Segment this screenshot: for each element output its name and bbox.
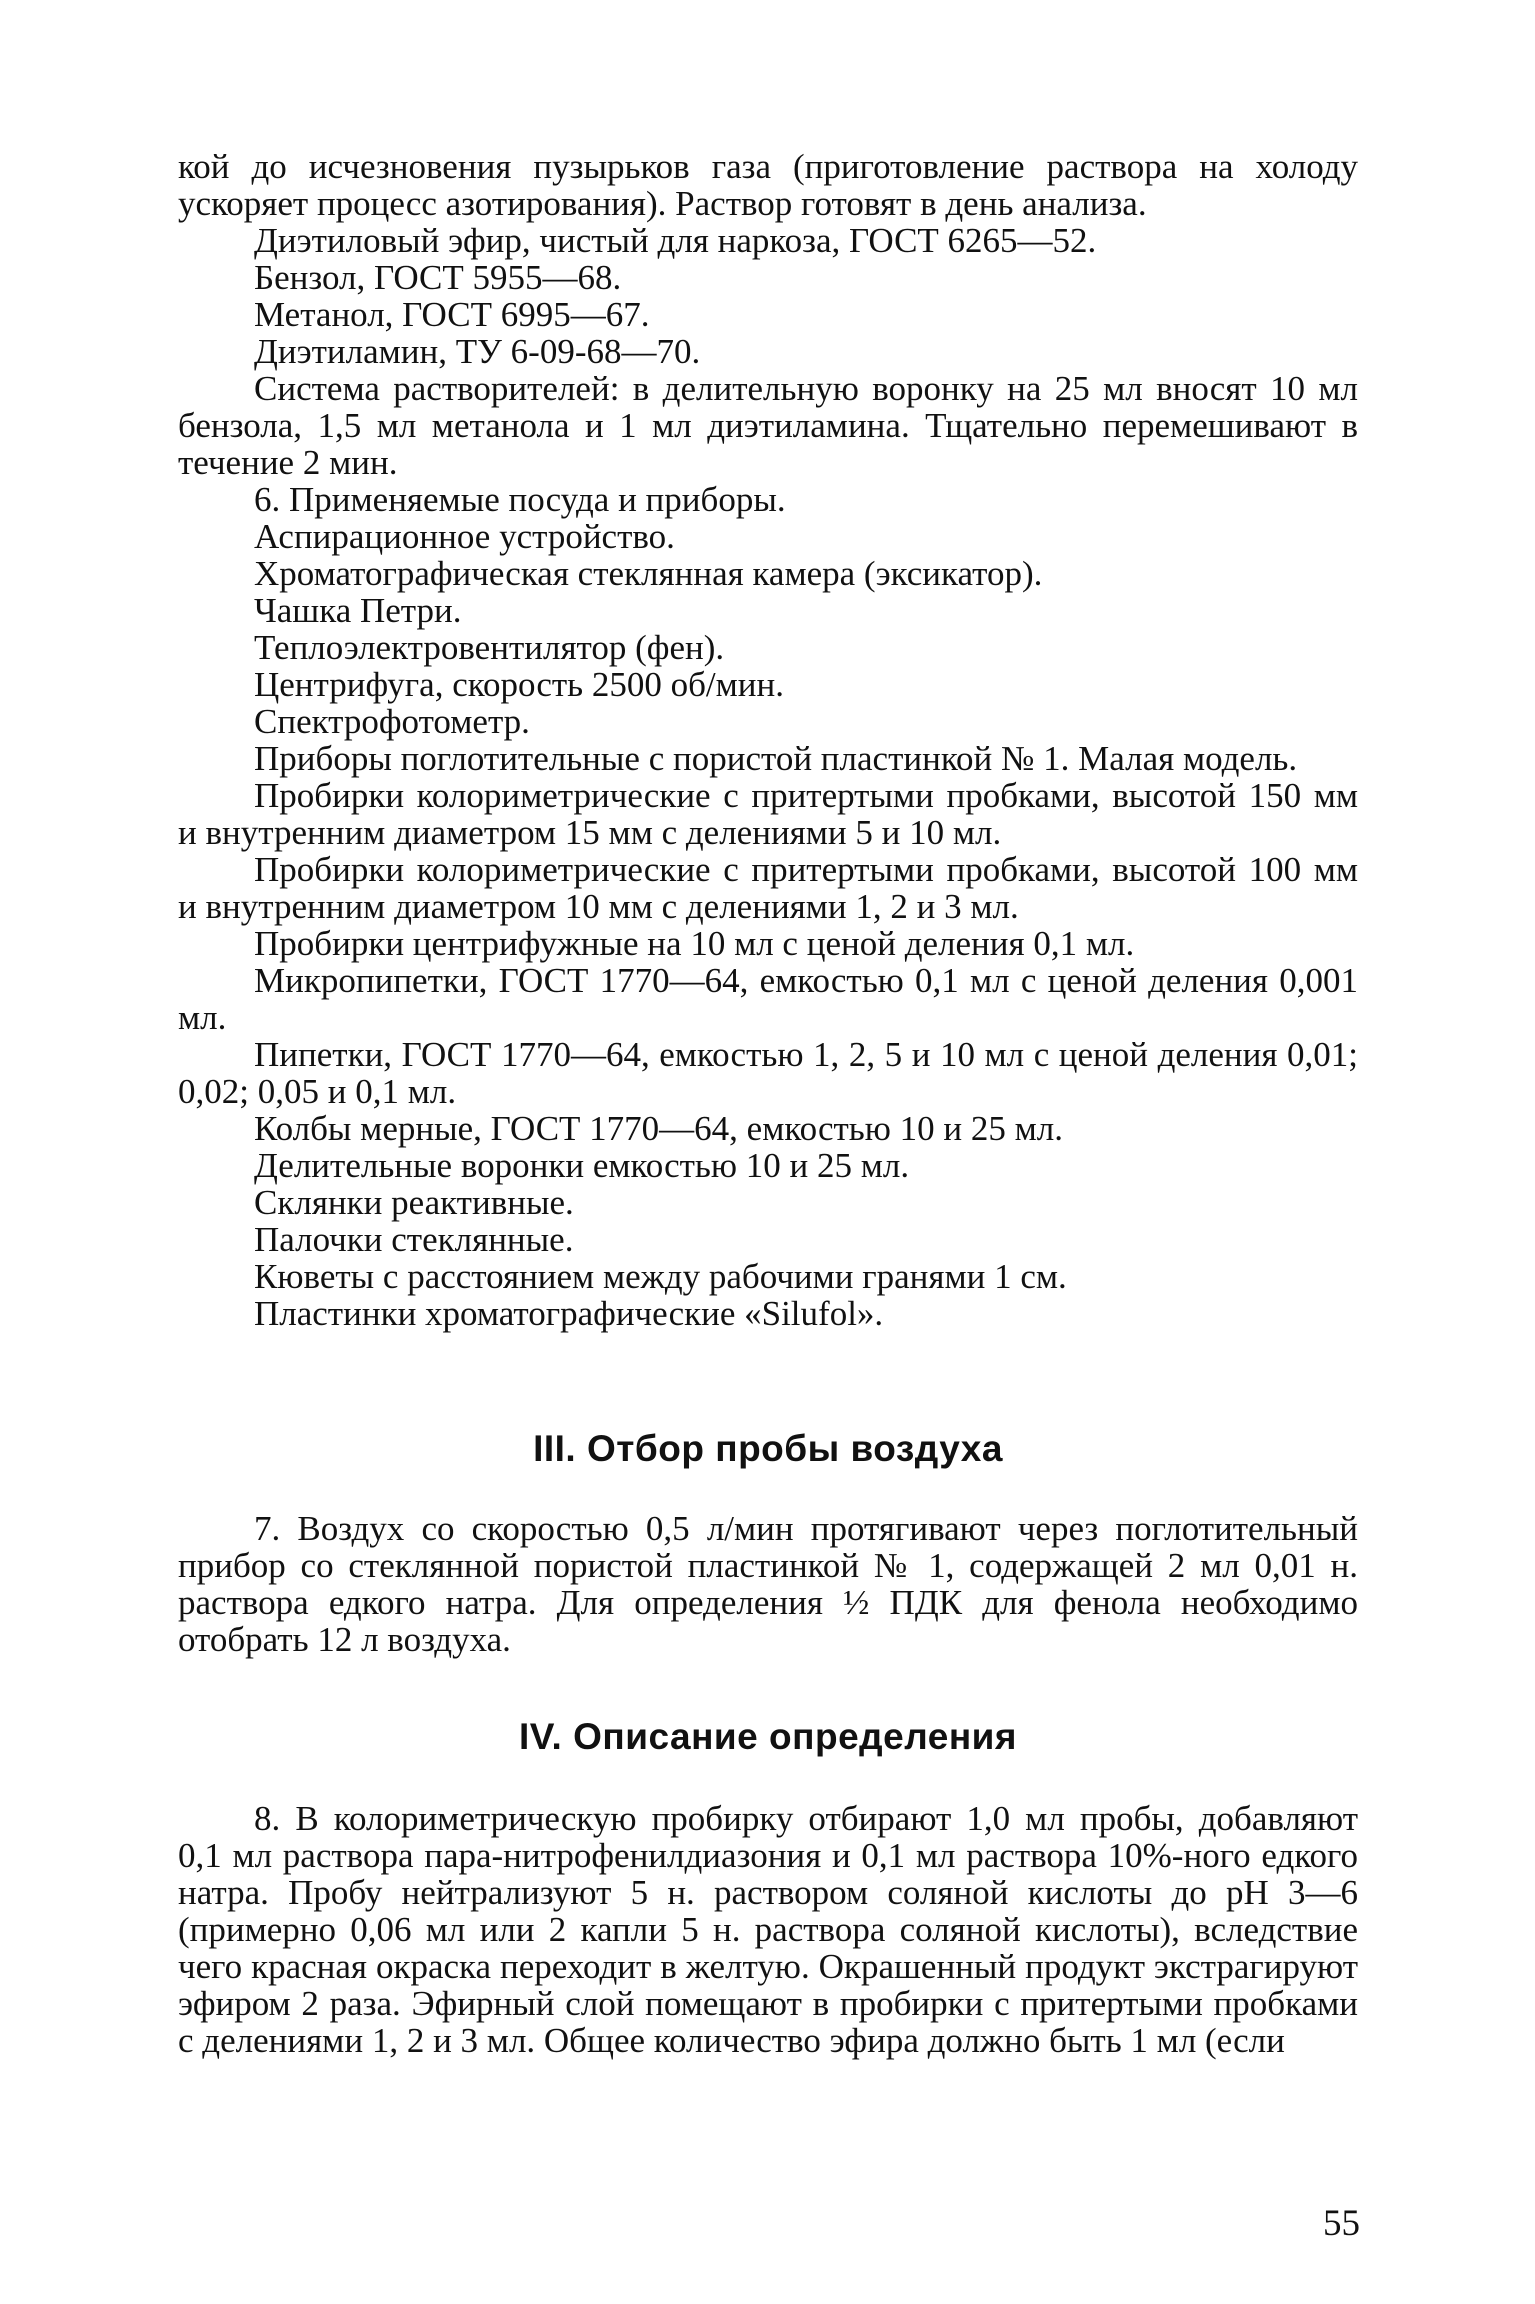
paragraph: 7. Воздух со скоростью 0,5 л/мин протягивают через поглотительный прибор со стеклянной пористой пластинкой № 1, содержащей 2 мл 0,01 н. раствора едкого натра. Для определения ½ ПДК для фенола необходимо отобрать 12 л воздуха. <box>178 1509 1358 1659</box>
list-item: Кюветы с расстоянием между рабочими гранями 1 см. <box>254 1257 1067 1296</box>
list-item: Хроматографическая стеклянная камера (эксикатор). <box>254 554 1043 593</box>
paragraph: Бензол, ГОСТ 5955—68. <box>254 258 622 297</box>
list-item: Аспирационное устройство. <box>254 517 675 556</box>
text-block-sampling <box>178 1510 1358 1658</box>
page-number: 55 <box>1323 2203 1360 2244</box>
list-item: Пробирки колориметрические с притертыми пробками, высотой 150 мм и внутренним диаметром 15 мм с делениями 5 и 10 мл. <box>178 776 1358 852</box>
list-item: Колбы мерные, ГОСТ 1770—64, емкостью 10 и 25 мл. <box>254 1109 1063 1148</box>
list-item: Приборы поглотительные с пористой пластинкой № 1. Малая модель. <box>254 739 1298 778</box>
text-block-reagents-and-equipment <box>178 148 1358 1332</box>
list-item: Пробирки центрифужные на 10 мл с ценой деления 0,1 мл. <box>254 924 1135 963</box>
list-item: Микропипетки, ГОСТ 1770—64, емкостью 0,1 мл с ценой деления 0,001 мл. <box>178 961 1358 1037</box>
section-title: 6. Применяемые посуда и приборы. <box>254 480 786 519</box>
paragraph: Метанол, ГОСТ 6995—67. <box>254 295 650 334</box>
paragraph: Диэтиловый эфир, чистый для наркоза, ГОСТ 6265—52. <box>254 221 1097 260</box>
list-item: Делительные воронки емкостью 10 и 25 мл. <box>254 1146 910 1185</box>
list-item: Теплоэлектровентилятор (фен). <box>254 628 725 667</box>
paragraph: Диэтиламин, ТУ 6-09-68—70. <box>254 332 701 371</box>
list-item: Палочки стеклянные. <box>254 1220 574 1259</box>
list-item: Спектрофотометр. <box>254 702 530 741</box>
list-item: Чашка Петри. <box>254 591 462 630</box>
section-heading-determination: IV. Описание определения <box>518 1716 1018 1757</box>
section-heading-sampling: III. Отбор пробы воздуха <box>533 1428 1003 1469</box>
list-item: Центрифуга, скорость 2500 об/мин. <box>254 665 785 704</box>
paragraph: 8. В колориметрическую пробирку отбирают 1,0 мл пробы, добавляют 0,1 мл раствора пара-нитрофенилдиазония и 0,1 мл раствора 10%-ного едкого натра. Пробу нейтрализуют 5 н. раствором соляной кислоты до pH 3—6 (примерно 0,06 мл или 2 капли 5 н. раствора соляной кислоты), вследствие чего красная окраска переходит в желтую. Окрашенный продукт экстрагируют эфиром 2 раза. Эфирный слой помещают в пробирки с притертыми пробками с делениями 1, 2 и 3 мл. Общее количество эфира должно быть 1 мл (если <box>178 1799 1358 2060</box>
paragraph: Система растворителей: в делительную воронку на 25 мл вносят 10 мл бензола, 1,5 мл метанола и 1 мл диэтиламина. Тщательно перемешивают в течение 2 мин. <box>178 369 1358 482</box>
list-item: Пластинки хроматографические «Silufol». <box>254 1294 884 1333</box>
text-block-determination <box>178 1800 1358 2059</box>
list-item: Пипетки, ГОСТ 1770—64, емкостью 1, 2, 5 и 10 мл с ценой деления 0,01; 0,02; 0,05 и 0,1 мл. <box>178 1035 1358 1111</box>
list-item: Пробирки колориметрические с притертыми пробками, высотой 100 мм и внутренним диаметром 10 мм с делениями 1, 2 и 3 мл. <box>178 850 1358 926</box>
paragraph: кой до исчезновения пузырьков газа (приготовление раствора на холоду ускоряет процесс азотирования). Раствор готовят в день анализа. <box>178 147 1358 223</box>
list-item: Склянки реактивные. <box>254 1183 574 1222</box>
